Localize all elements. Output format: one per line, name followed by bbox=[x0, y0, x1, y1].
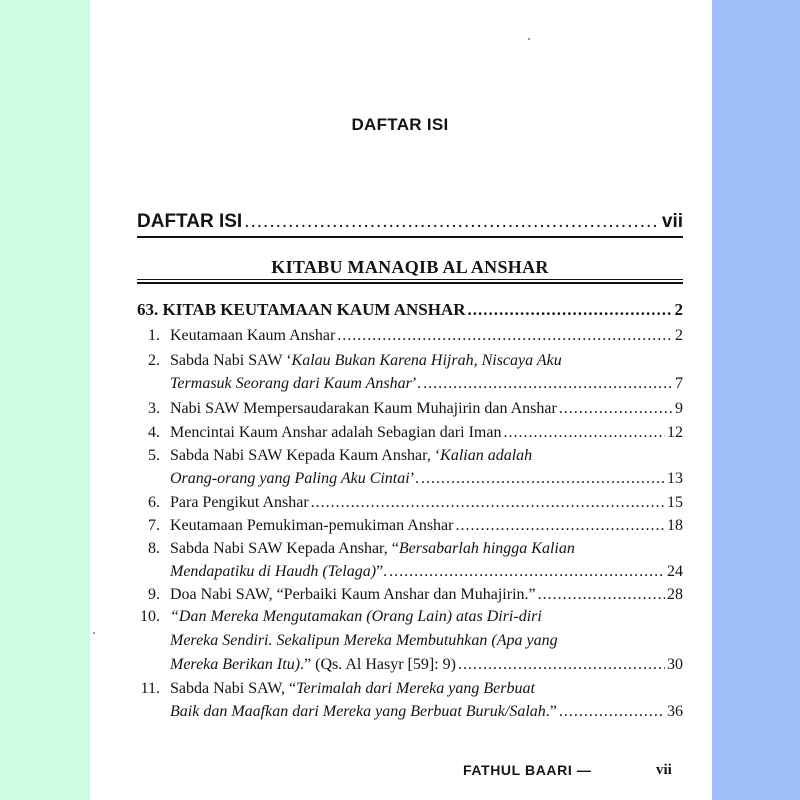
entry-title-line: Sabda Nabi SAW, “Terimalah dari Mereka yang Berbuat bbox=[170, 680, 535, 697]
entry-number: 9. bbox=[148, 586, 160, 603]
toc-entry[interactable] bbox=[170, 326, 683, 346]
toc-entry[interactable] bbox=[170, 516, 683, 536]
leader-dots bbox=[337, 326, 673, 346]
toc-page-number: 9 bbox=[675, 400, 683, 417]
entry-number: 8. bbox=[148, 540, 160, 557]
toc-page-number: 7 bbox=[675, 375, 683, 392]
leader-dots bbox=[423, 374, 673, 394]
toc-page-number: 30 bbox=[667, 656, 683, 673]
leader-dots bbox=[468, 300, 673, 320]
leader-dots bbox=[244, 210, 660, 234]
leader-dots bbox=[559, 702, 665, 722]
toc-page-number: 24 bbox=[667, 563, 683, 580]
toc-page-number: 28 bbox=[667, 586, 683, 603]
toc-page-number: 13 bbox=[667, 470, 683, 487]
toc-page-number: 2 bbox=[675, 327, 683, 344]
entry-number: 11. bbox=[140, 680, 160, 697]
toc-entry[interactable] bbox=[170, 493, 683, 513]
page-title: DAFTAR ISI bbox=[351, 115, 449, 134]
toc-entry[interactable]: Mendapatiku di Haudh (Telaga)”. ..... 24 bbox=[170, 562, 683, 582]
toc-page-number: 2 bbox=[674, 300, 683, 319]
section-heading: KITABU MANAQIB AL ANSHAR bbox=[271, 257, 549, 277]
toc-page-number: 36 bbox=[667, 703, 683, 720]
leader-dots bbox=[421, 469, 665, 489]
toc-entry[interactable]: Baik dan Maafkan dari Mereka yang Berbuat Buruk/Salah.” ..... 36 bbox=[170, 702, 683, 722]
entry-title-line: Sabda Nabi SAW ‘Kalau Bukan Karena Hijrah, Niscaya Aku bbox=[170, 352, 562, 369]
leader-dots bbox=[458, 655, 665, 675]
entry-number: 10. bbox=[140, 608, 160, 625]
divider-rule bbox=[137, 282, 683, 284]
leader-dots bbox=[311, 493, 665, 513]
toc-page-number: 12 bbox=[667, 424, 683, 441]
entry-number: 7. bbox=[148, 517, 160, 534]
chapter-title: 63. KITAB KEUTAMAAN KAUM ANSHAR bbox=[137, 300, 466, 319]
entry-title: Keutamaan Kaum Anshar bbox=[170, 327, 336, 344]
entry-title: Mereka Berikan Itu) bbox=[170, 656, 301, 673]
entry-title: Mendapatiku di Haudh (Telaga) bbox=[170, 563, 377, 580]
entry-number: 2. bbox=[148, 352, 160, 369]
leader-dots bbox=[455, 516, 665, 536]
entry-title-line: “Dan Mereka Mengutamakan (Orang Lain) atas Diri-diri bbox=[170, 608, 542, 625]
toc-entry[interactable] bbox=[170, 423, 683, 443]
page-speck bbox=[93, 632, 95, 634]
entry-number: 1. bbox=[148, 327, 160, 344]
divider-rule bbox=[137, 236, 683, 238]
toc-entry[interactable] bbox=[170, 585, 683, 605]
toc-entry[interactable] bbox=[170, 399, 683, 419]
entry-title: Keutamaan Pemukiman-pemukiman Anshar bbox=[170, 517, 454, 534]
entry-number: 4. bbox=[148, 424, 160, 441]
toc-page-number: vii bbox=[661, 211, 683, 232]
entry-title: Mencintai Kaum Anshar adalah Sebagian dari Iman bbox=[170, 424, 502, 441]
toc-entry[interactable]: Termasuk Seorang dari Kaum Anshar’. ..... 7 bbox=[170, 374, 683, 394]
entry-title: Baik dan Maafkan dari Mereka yang Berbuat Buruk/Salah bbox=[170, 703, 546, 720]
entry-title-line: Sabda Nabi SAW Kepada Kaum Anshar, ‘Kalian adalah bbox=[170, 447, 533, 464]
leader-dots bbox=[538, 585, 665, 605]
toc-page-number: 18 bbox=[667, 517, 683, 534]
toc-chapter[interactable] bbox=[137, 300, 683, 320]
entry-title: Nabi SAW Mempersaudarakan Kaum Muhajirin dan Anshar bbox=[170, 400, 557, 417]
toc-page-number: 15 bbox=[667, 494, 683, 511]
leader-dots bbox=[503, 423, 665, 443]
entry-title: Termasuk Seorang dari Kaum Anshar bbox=[170, 375, 412, 392]
entry-number: 5. bbox=[148, 447, 160, 464]
entry-title-line: Sabda Nabi SAW Kepada Anshar, “Bersabarlah hingga Kalian bbox=[170, 540, 575, 557]
running-footer: FATHUL BAARI — bbox=[463, 762, 592, 778]
page-speck bbox=[528, 38, 530, 40]
leader-dots bbox=[559, 399, 673, 419]
entry-title-line: Mereka Sendiri. Sekalipun Mereka Membutuhkan (Apa yang bbox=[170, 632, 558, 649]
leader-dots bbox=[389, 562, 665, 582]
toc-entry-label: DAFTAR ISI bbox=[137, 211, 243, 232]
toc-entry[interactable]: Orang-orang yang Paling Aku Cintai’. ..... 13 bbox=[170, 469, 683, 489]
entry-title: Para Pengikut Anshar bbox=[170, 494, 309, 511]
toc-entry[interactable]: Mereka Berikan Itu).” (Qs. Al Hasyr [59]: 9) ..... 30 bbox=[170, 655, 683, 675]
footer-page-number: vii bbox=[656, 762, 672, 778]
divider-rule bbox=[137, 279, 683, 280]
toc-entry-daftar-isi[interactable] bbox=[137, 210, 683, 234]
entry-number: 3. bbox=[148, 400, 160, 417]
entry-title: Orang-orang yang Paling Aku Cintai bbox=[170, 470, 410, 487]
entry-title: Doa Nabi SAW, “Perbaiki Kaum Anshar dan Muhajirin.” bbox=[170, 586, 536, 603]
entry-number: 6. bbox=[148, 494, 160, 511]
